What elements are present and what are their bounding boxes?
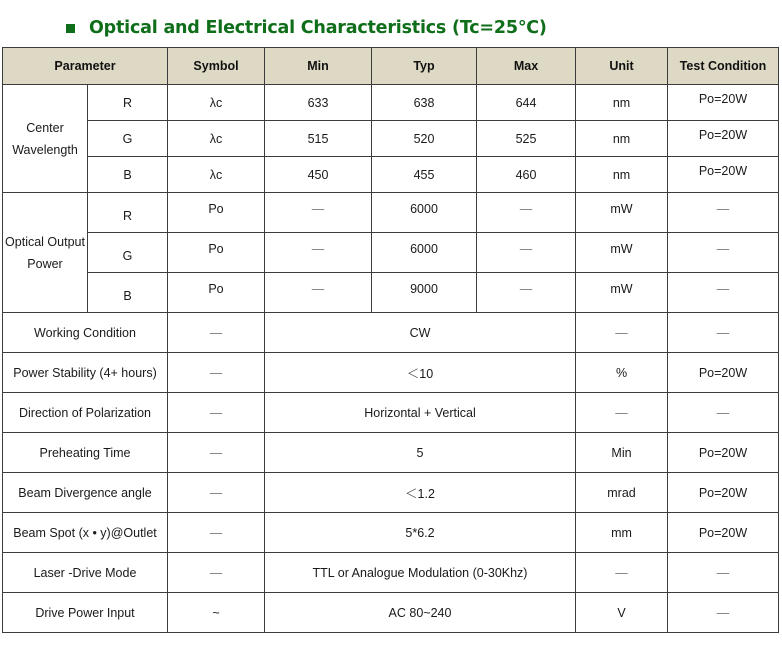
test-cell: [668, 85, 779, 121]
table-row: [3, 513, 779, 553]
test-condition-text: Po=20W: [698, 127, 748, 142]
unit-cell: nm: [576, 85, 668, 121]
min-text: —: [311, 241, 325, 256]
sub-color: [88, 193, 168, 233]
max-cell: 460: [477, 157, 576, 193]
test-cell: —: [668, 313, 779, 353]
test-cell: Po=20W: [668, 433, 779, 473]
header-parameter: Parameter: [3, 48, 168, 85]
square-bullet-icon: [66, 24, 75, 33]
min-cell: 633: [265, 85, 372, 121]
table-row: [3, 233, 779, 273]
unit-cell: —: [576, 313, 668, 353]
test-cell: [668, 273, 779, 313]
sub-color: R: [88, 85, 168, 121]
typ-text: 6000: [410, 241, 438, 256]
unit-text: mW: [610, 201, 633, 216]
table-row: [3, 473, 779, 513]
table-row: [3, 353, 779, 393]
sub-color: [88, 273, 168, 313]
table-row: [3, 85, 779, 121]
value-cell: ＜1.2: [265, 473, 576, 513]
test-cell: [668, 157, 779, 193]
header-test-condition: Test Condition: [668, 48, 779, 85]
test-cell: —: [668, 393, 779, 433]
test-cell: Po=20W: [668, 473, 779, 513]
test-condition-text: —: [716, 281, 730, 296]
unit-cell: [576, 273, 668, 313]
unit-cell: nm: [576, 157, 668, 193]
table-row: [3, 193, 779, 233]
symbol-cell: —: [168, 513, 265, 553]
symbol-text: Po: [208, 281, 224, 296]
table-row: [3, 157, 779, 193]
param-center-wavelength: Center Wavelength: [3, 85, 88, 193]
test-cell: —: [668, 593, 779, 633]
section-title-text: Optical and Electrical Characteristics (Tc=25℃): [89, 18, 547, 38]
min-text: —: [311, 281, 325, 296]
table-row: [3, 553, 779, 593]
table-row: [3, 273, 779, 313]
value-cell: 5: [265, 433, 576, 473]
typ-cell: [372, 193, 477, 233]
table-row: [3, 393, 779, 433]
param-cell: Direction of Polarization: [3, 393, 168, 433]
symbol-cell: —: [168, 393, 265, 433]
param-cell: Beam Divergence angle: [3, 473, 168, 513]
max-cell: 525: [477, 121, 576, 157]
max-cell: [477, 273, 576, 313]
unit-cell: mm: [576, 513, 668, 553]
symbol-cell: —: [168, 553, 265, 593]
min-cell: [265, 233, 372, 273]
param-cell: Working Condition: [3, 313, 168, 353]
min-cell: 450: [265, 157, 372, 193]
test-condition-text: —: [716, 201, 730, 216]
min-cell: [265, 193, 372, 233]
test-condition-text: —: [716, 241, 730, 256]
min-cell: 515: [265, 121, 372, 157]
symbol-cell: —: [168, 433, 265, 473]
test-cell: [668, 233, 779, 273]
unit-cell: —: [576, 393, 668, 433]
sub-color-text: G: [122, 248, 133, 263]
symbol-cell: ~: [168, 593, 265, 633]
typ-cell: [372, 233, 477, 273]
value-cell: AC 80~240: [265, 593, 576, 633]
unit-cell: %: [576, 353, 668, 393]
param-cell: Drive Power Input: [3, 593, 168, 633]
header-unit: Unit: [576, 48, 668, 85]
test-condition-text: Po=20W: [698, 91, 748, 106]
typ-cell: 520: [372, 121, 477, 157]
unit-text: mW: [610, 241, 633, 256]
section-title: [66, 15, 547, 41]
table-row: [3, 593, 779, 633]
characteristics-table: [2, 47, 779, 633]
param-cell: Power Stability (4+ hours): [3, 353, 168, 393]
unit-cell: nm: [576, 121, 668, 157]
sub-color: [88, 233, 168, 273]
typ-text: 9000: [410, 281, 438, 296]
header-max: Max: [477, 48, 576, 85]
unit-cell: V: [576, 593, 668, 633]
unit-text: mW: [610, 281, 633, 296]
table-row: [3, 121, 779, 157]
typ-cell: 455: [372, 157, 477, 193]
typ-cell: 638: [372, 85, 477, 121]
max-cell: [477, 193, 576, 233]
value-cell: Horizontal + Vertical: [265, 393, 576, 433]
sub-color-text: R: [122, 208, 133, 223]
sub-color-text: B: [123, 288, 132, 303]
typ-cell: [372, 273, 477, 313]
symbol-cell: [168, 273, 265, 313]
param-cell: Preheating Time: [3, 433, 168, 473]
test-cell: —: [668, 553, 779, 593]
test-condition-text: Po=20W: [698, 163, 748, 178]
test-cell: [668, 193, 779, 233]
max-text: —: [519, 201, 533, 216]
unit-cell: [576, 193, 668, 233]
table-header-row: [3, 48, 779, 85]
unit-cell: —: [576, 553, 668, 593]
min-text: —: [311, 201, 325, 216]
typ-text: 6000: [410, 201, 438, 216]
max-text: —: [519, 281, 533, 296]
value-cell: 5*6.2: [265, 513, 576, 553]
header-min: Min: [265, 48, 372, 85]
max-cell: 644: [477, 85, 576, 121]
param-optical-output-power: Optical Output Power: [3, 193, 88, 313]
table-row: [3, 313, 779, 353]
symbol-cell: —: [168, 313, 265, 353]
unit-cell: mrad: [576, 473, 668, 513]
symbol-cell: [168, 233, 265, 273]
symbol-text: Po: [208, 241, 224, 256]
param-cell: Beam Spot (x • y)@Outlet: [3, 513, 168, 553]
min-cell: [265, 273, 372, 313]
symbol-cell: —: [168, 473, 265, 513]
param-cell: Laser -Drive Mode: [3, 553, 168, 593]
table-row: [3, 433, 779, 473]
test-cell: Po=20W: [668, 353, 779, 393]
header-symbol: Symbol: [168, 48, 265, 85]
symbol-cell: —: [168, 353, 265, 393]
max-text: —: [519, 241, 533, 256]
unit-cell: Min: [576, 433, 668, 473]
test-cell: [668, 121, 779, 157]
max-cell: [477, 233, 576, 273]
symbol-text: Po: [208, 201, 224, 216]
symbol-cell: [168, 193, 265, 233]
test-cell: Po=20W: [668, 513, 779, 553]
value-cell: CW: [265, 313, 576, 353]
value-cell: ＜10: [265, 353, 576, 393]
symbol-cell: λc: [168, 85, 265, 121]
symbol-cell: λc: [168, 157, 265, 193]
sub-color: G: [88, 121, 168, 157]
value-cell: TTL or Analogue Modulation (0-30Khz): [265, 553, 576, 593]
unit-cell: [576, 233, 668, 273]
sub-color: B: [88, 157, 168, 193]
symbol-cell: λc: [168, 121, 265, 157]
header-typ: Typ: [372, 48, 477, 85]
